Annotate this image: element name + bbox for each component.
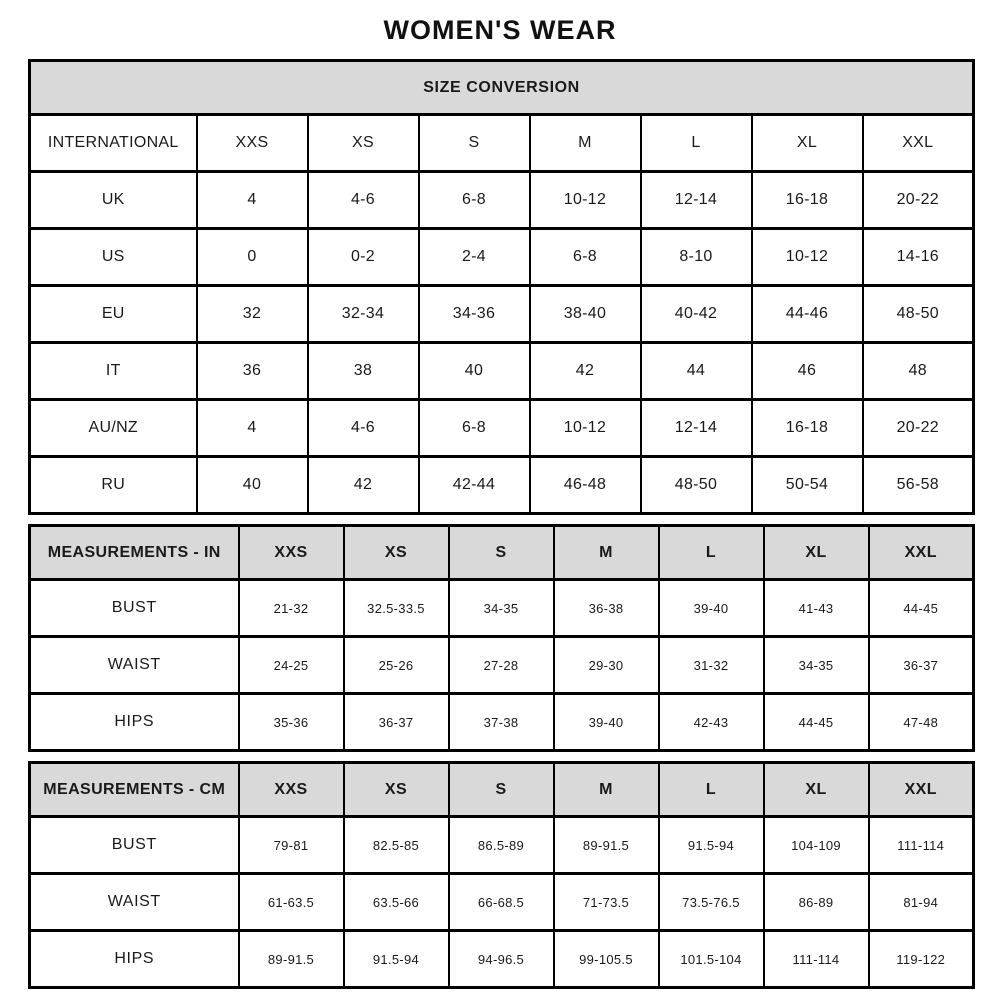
cell-value: 12-14 — [641, 172, 752, 229]
cell-value: 66-68.5 — [449, 874, 554, 931]
cell-value: 36-37 — [869, 637, 974, 694]
page-title: WOMEN'S WEAR — [383, 15, 617, 45]
table-row — [30, 172, 974, 229]
cell-value: 10-12 — [752, 229, 863, 286]
cell-value: 81-94 — [869, 874, 974, 931]
cell-value: 21-32 — [239, 580, 344, 637]
cell-value: 14-16 — [863, 229, 974, 286]
table-row — [30, 286, 974, 343]
table-title: MEASUREMENTS - IN — [30, 526, 239, 580]
cell-value: 0-2 — [308, 229, 419, 286]
cell-value: 4-6 — [308, 400, 419, 457]
size-column-header: L — [659, 526, 764, 580]
size-column-header: M — [554, 526, 659, 580]
cell-value: L — [641, 115, 752, 172]
size-column-header: XS — [344, 763, 449, 817]
cell-value: 16-18 — [752, 400, 863, 457]
cell-value: 10-12 — [530, 400, 641, 457]
cell-value: 4-6 — [308, 172, 419, 229]
cell-value: 29-30 — [554, 637, 659, 694]
cell-value: 39-40 — [659, 580, 764, 637]
cell-value: 38-40 — [530, 286, 641, 343]
cell-value: 89-91.5 — [554, 817, 659, 874]
cell-value: 91.5-94 — [344, 931, 449, 988]
cell-value: 119-122 — [869, 931, 974, 988]
cell-value: 32.5-33.5 — [344, 580, 449, 637]
size-column-header: XXL — [869, 526, 974, 580]
cell-value: 34-35 — [764, 637, 869, 694]
table-row — [30, 694, 974, 751]
table-row — [30, 874, 974, 931]
cell-value: 34-35 — [449, 580, 554, 637]
row-label: RU — [30, 457, 197, 514]
cell-value: 111-114 — [869, 817, 974, 874]
cell-value: 37-38 — [449, 694, 554, 751]
size-column-header: XS — [344, 526, 449, 580]
size-column-header: XXS — [239, 526, 344, 580]
cell-value: 86.5-89 — [449, 817, 554, 874]
cell-value: XL — [752, 115, 863, 172]
cell-value: S — [419, 115, 530, 172]
cell-value: 32 — [197, 286, 308, 343]
cell-value: 42-43 — [659, 694, 764, 751]
cell-value: XXS — [197, 115, 308, 172]
cell-value: 39-40 — [554, 694, 659, 751]
cell-value: 42 — [530, 343, 641, 400]
size-column-header: XXL — [869, 763, 974, 817]
row-label: HIPS — [30, 931, 239, 988]
row-label: INTERNATIONAL — [30, 115, 197, 172]
column-header-row — [30, 763, 974, 817]
cell-value: 4 — [197, 172, 308, 229]
cell-value: 47-48 — [869, 694, 974, 751]
table-row — [30, 580, 974, 637]
cell-value: 24-25 — [239, 637, 344, 694]
cell-value: 44-45 — [869, 580, 974, 637]
cell-value: 48-50 — [641, 457, 752, 514]
table-title: MEASUREMENTS - CM — [30, 763, 239, 817]
table-row — [30, 637, 974, 694]
table-row — [30, 817, 974, 874]
cell-value: 41-43 — [764, 580, 869, 637]
cell-value: 44 — [641, 343, 752, 400]
cell-value: 36 — [197, 343, 308, 400]
cell-value: 99-105.5 — [554, 931, 659, 988]
row-label: US — [30, 229, 197, 286]
table-title-row — [30, 61, 974, 115]
cell-value: XS — [308, 115, 419, 172]
cell-value: 36-37 — [344, 694, 449, 751]
cell-value: 6-8 — [419, 400, 530, 457]
cell-value: XXL — [863, 115, 974, 172]
cell-value: 42 — [308, 457, 419, 514]
cell-value: 40-42 — [641, 286, 752, 343]
measurements-in-body — [30, 580, 974, 751]
size-column-header: XL — [764, 763, 869, 817]
cell-value: 12-14 — [641, 400, 752, 457]
cell-value: 36-38 — [554, 580, 659, 637]
measurements-cm-body — [30, 817, 974, 988]
cell-value: 63.5-66 — [344, 874, 449, 931]
cell-value: 111-114 — [764, 931, 869, 988]
cell-value: 2-4 — [419, 229, 530, 286]
cell-value: 40 — [419, 343, 530, 400]
cell-value: 27-28 — [449, 637, 554, 694]
cell-value: 94-96.5 — [449, 931, 554, 988]
row-label: BUST — [30, 580, 239, 637]
cell-value: 82.5-85 — [344, 817, 449, 874]
cell-value: 38 — [308, 343, 419, 400]
cell-value: 10-12 — [530, 172, 641, 229]
cell-value: 20-22 — [863, 172, 974, 229]
row-label: UK — [30, 172, 197, 229]
table-row — [30, 457, 974, 514]
cell-value: 101.5-104 — [659, 931, 764, 988]
size-column-header: L — [659, 763, 764, 817]
row-label: HIPS — [30, 694, 239, 751]
cell-value: 32-34 — [308, 286, 419, 343]
cell-value: 6-8 — [530, 229, 641, 286]
cell-value: 50-54 — [752, 457, 863, 514]
cell-value: 46 — [752, 343, 863, 400]
cell-value: M — [530, 115, 641, 172]
cell-value: 104-109 — [764, 817, 869, 874]
measurements-cm-table — [28, 761, 975, 989]
row-label: WAIST — [30, 637, 239, 694]
size-column-header: S — [449, 526, 554, 580]
cell-value: 71-73.5 — [554, 874, 659, 931]
size-conversion-body — [30, 115, 974, 514]
cell-value: 73.5-76.5 — [659, 874, 764, 931]
size-column-header: XL — [764, 526, 869, 580]
row-label: WAIST — [30, 874, 239, 931]
row-label: IT — [30, 343, 197, 400]
size-column-header: M — [554, 763, 659, 817]
cell-value: 89-91.5 — [239, 931, 344, 988]
table-row — [30, 931, 974, 988]
row-label: BUST — [30, 817, 239, 874]
size-conversion-table — [28, 59, 975, 515]
cell-value: 31-32 — [659, 637, 764, 694]
cell-value: 40 — [197, 457, 308, 514]
cell-value: 20-22 — [863, 400, 974, 457]
cell-value: 48-50 — [863, 286, 974, 343]
cell-value: 8-10 — [641, 229, 752, 286]
cell-value: 79-81 — [239, 817, 344, 874]
cell-value: 44-45 — [764, 694, 869, 751]
cell-value: 0 — [197, 229, 308, 286]
cell-value: 61-63.5 — [239, 874, 344, 931]
cell-value: 4 — [197, 400, 308, 457]
cell-value: 86-89 — [764, 874, 869, 931]
cell-value: 56-58 — [863, 457, 974, 514]
table-row — [30, 229, 974, 286]
row-label: AU/NZ — [30, 400, 197, 457]
size-column-header: XXS — [239, 763, 344, 817]
table-row — [30, 343, 974, 400]
column-header-row — [30, 526, 974, 580]
cell-value: 6-8 — [419, 172, 530, 229]
size-column-header: S — [449, 763, 554, 817]
table-row — [30, 400, 974, 457]
cell-value: 48 — [863, 343, 974, 400]
table-title: SIZE CONVERSION — [30, 61, 974, 115]
cell-value: 34-36 — [419, 286, 530, 343]
cell-value: 42-44 — [419, 457, 530, 514]
row-label: EU — [30, 286, 197, 343]
cell-value: 35-36 — [239, 694, 344, 751]
table-row — [30, 115, 974, 172]
cell-value: 91.5-94 — [659, 817, 764, 874]
cell-value: 44-46 — [752, 286, 863, 343]
cell-value: 16-18 — [752, 172, 863, 229]
cell-value: 46-48 — [530, 457, 641, 514]
measurements-in-table — [28, 524, 975, 752]
cell-value: 25-26 — [344, 637, 449, 694]
